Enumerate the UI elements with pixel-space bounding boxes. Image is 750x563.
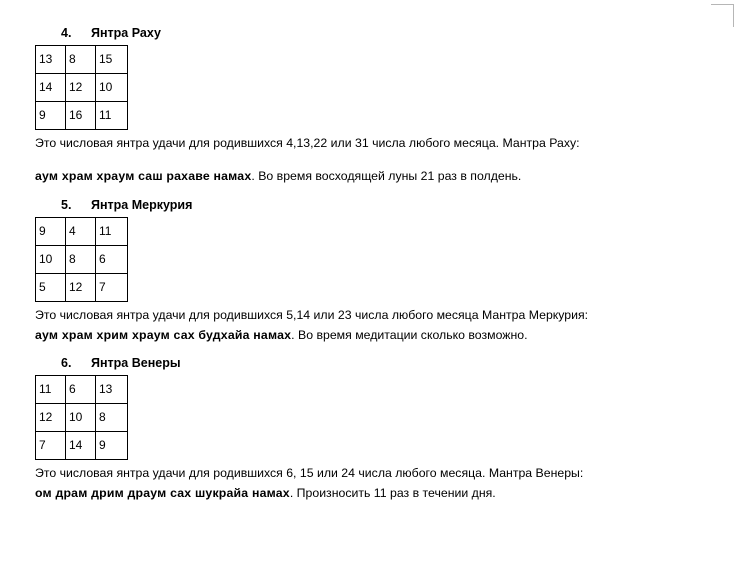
- yantra-grid-mercury: [35, 217, 128, 302]
- page-corner-mark: [711, 4, 734, 27]
- section-yantra-venus: [35, 356, 715, 502]
- grid-cell: 12: [66, 274, 96, 302]
- section-number: 6.: [61, 356, 72, 370]
- table-row: [36, 376, 128, 404]
- section-description: Это числовая янтра удачи для родившихся 4,13,22 или 31 числа любого месяца. Мантра Раху:: [35, 136, 580, 150]
- grid-cell: 9: [36, 218, 66, 246]
- grid-cell: 10: [36, 246, 66, 274]
- grid-cell: 10: [96, 74, 128, 102]
- section-description: Это числовая янтра удачи для родившихся 6, 15 или 24 числа любого месяца. Мантра Венеры:: [35, 466, 584, 480]
- grid-cell: 12: [66, 74, 96, 102]
- grid-cell: 7: [36, 432, 66, 460]
- table-row: [36, 404, 128, 432]
- grid-cell: 8: [66, 246, 96, 274]
- section-yantra-mercury: [35, 198, 715, 344]
- grid-cell: 4: [66, 218, 96, 246]
- grid-cell: 7: [96, 274, 128, 302]
- section-title: Янтра Венеры: [91, 356, 181, 370]
- mantra-text: аум храм храум саш рахаве намах: [35, 169, 252, 183]
- section-title: Янтра Раху: [91, 26, 161, 40]
- grid-cell: 15: [96, 46, 128, 74]
- mantra-note: . Во время медитации сколько возможно.: [291, 328, 528, 342]
- grid-cell: 9: [96, 432, 128, 460]
- yantra-grid-rahu: [35, 45, 128, 130]
- grid-cell: 13: [96, 376, 128, 404]
- grid-cell: 14: [66, 432, 96, 460]
- section-heading: [61, 26, 715, 40]
- section-number: 4.: [61, 26, 72, 40]
- grid-cell: 8: [66, 46, 96, 74]
- section-description: Это числовая янтра удачи для родившихся 5,14 или 23 числа любого месяца Мантра Меркурия:: [35, 308, 589, 322]
- section-yantra-rahu: [35, 26, 715, 185]
- section-heading: [61, 356, 715, 370]
- grid-cell: 11: [96, 102, 128, 130]
- grid-cell: 14: [36, 74, 66, 102]
- table-row: [36, 74, 128, 102]
- table-row: [36, 432, 128, 460]
- grid-cell: 6: [96, 246, 128, 274]
- grid-cell: 8: [96, 404, 128, 432]
- grid-cell: 10: [66, 404, 96, 432]
- table-row: [36, 102, 128, 130]
- mantra-text: аум храм хрим храум сах будхайа намах: [35, 328, 292, 342]
- yantra-grid-venus: [35, 375, 128, 460]
- grid-cell: 11: [96, 218, 128, 246]
- document-content: [35, 26, 715, 504]
- grid-cell: 6: [66, 376, 96, 404]
- table-row: [36, 246, 128, 274]
- section-mantra-line: [35, 327, 715, 344]
- grid-cell: 13: [36, 46, 66, 74]
- grid-cell: 16: [66, 102, 96, 130]
- section-title: Янтра Меркурия: [91, 198, 193, 212]
- section-number: 5.: [61, 198, 72, 212]
- grid-cell: 12: [36, 404, 66, 432]
- section-mantra-line: [35, 168, 715, 185]
- mantra-note: . Произносить 11 раз в течении дня.: [289, 486, 496, 500]
- mantra-note: . Во время восходящей луны 21 раз в полдень.: [251, 169, 522, 183]
- section-heading: [61, 198, 715, 212]
- grid-cell: 11: [36, 376, 66, 404]
- mantra-text: ом драм дрим драум сах шукрайа намах: [35, 486, 290, 500]
- table-row: [36, 218, 128, 246]
- grid-cell: 5: [36, 274, 66, 302]
- grid-cell: 9: [36, 102, 66, 130]
- table-row: [36, 46, 128, 74]
- section-mantra-line: [35, 485, 715, 502]
- table-row: [36, 274, 128, 302]
